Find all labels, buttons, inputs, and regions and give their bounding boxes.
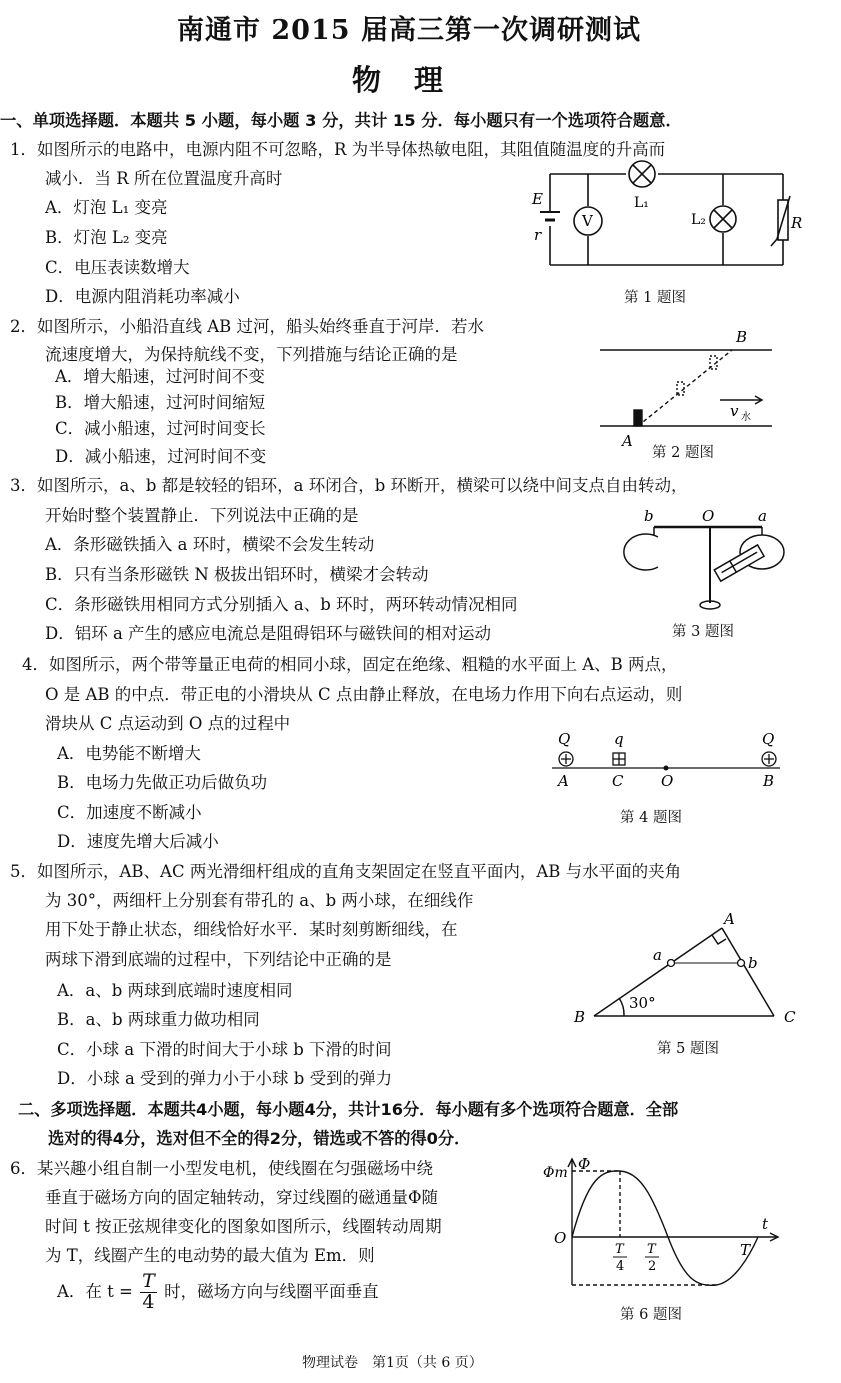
q5-label-c-point: C (784, 1008, 796, 1026)
q5-label-b-point: B (574, 1008, 586, 1026)
q2-figure-caption: 第 2 题图 (652, 445, 714, 461)
q6-label-phi: Φ (578, 1155, 591, 1173)
q5-figure-caption: 第 5 题图 (657, 1041, 719, 1057)
q4-option-d: D．速度先增大后减小 (57, 832, 219, 851)
q2-option-c: C．减小船速，过河时间变长 (55, 419, 266, 438)
q5-stem-line4: 两球下滑到底端的过程中，下列结论中正确的是 (45, 950, 392, 969)
q3-stem-line2: 开始时整个装置静止．下列说法中正确的是 (45, 506, 359, 525)
q3-rings-diagram (622, 505, 797, 617)
q1-label-r-internal: r (534, 226, 542, 244)
q1-option-b: B．灯泡 L₂ 变亮 (45, 228, 168, 247)
q1-figure-caption: 第 1 题图 (624, 290, 686, 306)
q4-label-b: B (763, 772, 775, 790)
page-title: 南通市 2015 届高三第一次调研测试 (177, 15, 641, 46)
q3-option-a: A．条形磁铁插入 a 环时，横梁不会发生转动 (45, 535, 375, 554)
q2-label-water: 水 (741, 412, 751, 423)
q1-stem-line1: 1．如图所示的电路中，电源内阻不可忽略，R 为半导体热敏电阻，其阻值随温度的升高而 (10, 140, 666, 159)
q1-circuit-diagram (528, 160, 808, 278)
q3-option-b: B．只有当条形磁铁 N 极拔出铝环时，横梁才会转动 (45, 565, 429, 584)
q5-label-a-ball: a (653, 946, 662, 964)
q6-stem-line2: 垂直于磁场方向的固定轴转动，穿过线圈的磁通量Φ随 (45, 1188, 439, 1207)
q1-option-d: D．电源内阻消耗功率减小 (45, 287, 240, 306)
section-1-heading: 一、单项选择题．本题共 5 小题，每小题 3 分，共计 15 分．每小题只有一个选项符合题意． (0, 111, 682, 130)
q2-stem-line1: 2．如图所示，小船沿直线 AB 过河，船头始终垂直于河岸．若水 (10, 317, 485, 336)
q6-stem-line4: 为 T，线圈产生的电动势的最大值为 Em．则 (45, 1246, 375, 1265)
q5-triangle-diagram (566, 910, 806, 1030)
q5-option-d: D．小球 a 受到的弹力小于小球 b 受到的弹力 (57, 1069, 393, 1088)
q4-label-q2: Q (762, 730, 775, 748)
q2-label-v: v (730, 402, 739, 420)
q1-label-v: V (582, 212, 593, 230)
q2-option-b: B．增大船速，过河时间缩短 (55, 393, 266, 412)
q6-stem-line3: 时间 t 按正弦规律变化的图象如图所示，线圈转动周期 (45, 1217, 442, 1236)
q1-label-r: R (791, 214, 803, 232)
q2-river-diagram (592, 322, 792, 450)
q4-label-q1: Q (558, 730, 571, 748)
q1-option-c: C．电压表读数增大 (45, 258, 190, 277)
q5-stem-line1: 5．如图所示，AB、AC 两光滑细杆组成的直角支架固定在竖直平面内，AB 与水平面的夹角 (10, 862, 682, 881)
q2-stem-line2: 流速度增大，为保持航线不变，下列措施与结论正确的是 (45, 345, 458, 364)
q2-option-d: D．减小船速，过河时间不变 (55, 447, 267, 466)
q4-figure-caption: 第 4 题图 (620, 810, 682, 826)
q6-figure-caption: 第 6 题图 (620, 1307, 682, 1323)
q5-option-a: A．a、b 两球到底端时速度相同 (57, 981, 293, 1000)
q6-option-a-suffix: 时，磁场方向与线圈平面垂直 (164, 1281, 379, 1301)
q1-option-a: A．灯泡 L₁ 变亮 (45, 198, 168, 217)
q3-label-o: O (702, 507, 715, 525)
q4-label-c: C (612, 772, 624, 790)
q5-stem-line3: 用下处于静止状态，细线恰好水平．某时刻剪断细线，在 (45, 920, 458, 939)
q3-label-a: a (758, 507, 767, 525)
q4-option-b: B．电场力先做正功后做负功 (57, 773, 268, 792)
q5-label-a-point: A (724, 910, 735, 928)
q5-option-c: C．小球 a 下滑的时间大于小球 b 下滑的时间 (57, 1040, 392, 1059)
q6-option-a-numerator: T (142, 1270, 155, 1292)
q6-flux-graph (540, 1155, 790, 1295)
q5-option-b: B．a、b 两球重力做功相同 (57, 1010, 260, 1029)
q6-label-t: t (762, 1215, 769, 1233)
q6-label-t2-den: 2 (648, 1259, 657, 1274)
q6-label-t4-den: 4 (616, 1259, 625, 1274)
q3-option-c: C．条形磁铁用相同方式分别插入 a、b 环时，两环转动情况相同 (45, 595, 518, 614)
q6-label-origin: O (554, 1229, 567, 1247)
q3-figure-caption: 第 3 题图 (672, 624, 734, 640)
q6-option-a-fraction (140, 1272, 157, 1313)
subject-title: 物 理 (352, 63, 446, 97)
q2-label-b: B (736, 328, 748, 346)
q6-option-a (57, 1272, 379, 1313)
q4-option-c: C．加速度不断减小 (57, 803, 202, 822)
q6-option-a-prefix: A．在 t = (57, 1281, 133, 1301)
q6-option-a-denominator: 4 (142, 1290, 155, 1313)
q6-label-t4-num: T (615, 1242, 624, 1257)
q4-stem-line1: 4．如图所示，两个带等量正电荷的相同小球，固定在绝缘、粗糙的水平面上 A、B 两点， (22, 655, 678, 674)
q2-label-a: A (622, 432, 633, 450)
q6-stem-line1: 6．某兴趣小组自制一小型发电机，使线圈在匀强磁场中绕 (10, 1159, 433, 1178)
q4-charges-diagram (548, 728, 788, 794)
q1-label-l1: L₁ (634, 195, 649, 211)
q3-option-d: D．铝环 a 产生的感应电流总是阻碍铝环与磁铁间的相对运动 (45, 624, 492, 643)
q3-stem-line1: 3．如图所示，a、b 都是较轻的铝环，a 环闭合，b 环断开，横梁可以绕中间支点自由转动， (10, 476, 688, 495)
q6-label-t2-num: T (647, 1242, 656, 1257)
q5-label-b-ball: b (748, 954, 758, 972)
q5-label-angle: 30° (629, 994, 656, 1012)
q1-label-e: E (532, 190, 543, 208)
q3-label-b: b (644, 507, 654, 525)
page-footer: 物理试卷 第1页（共 6 页） (302, 1355, 483, 1371)
q1-label-l2: L₂ (691, 212, 706, 228)
q1-stem-line2: 减小．当 R 所在位置温度升高时 (45, 169, 283, 188)
q4-stem-line2: O 是 AB 的中点．带正电的小滑块从 C 点由静止释放，在电场力作用下向右点运动，则 (45, 685, 683, 704)
q5-stem-line2: 为 30°，两细杆上分别套有带孔的 a、b 两小球，在细线作 (45, 891, 474, 910)
q2-option-a: A．增大船速，过河时间不变 (55, 367, 265, 386)
q4-label-q-small: q (614, 730, 624, 748)
q4-label-o: O (661, 772, 674, 790)
section-2-heading-line1: 二、多项选择题．本题共4小题，每小题4分，共计16分．每小题有多个选项符合题意．全部 (18, 1100, 679, 1119)
section-2-heading-line2: 选对的得4分，选对但不全的得2分，错选或不答的得0分． (48, 1129, 471, 1148)
q6-label-period: T (740, 1241, 751, 1259)
q4-option-a: A．电势能不断增大 (57, 744, 201, 763)
q4-label-a: A (558, 772, 569, 790)
q4-stem-line3: 滑块从 C 点运动到 O 点的过程中 (45, 714, 291, 733)
q6-label-phim: Φm (543, 1165, 568, 1181)
